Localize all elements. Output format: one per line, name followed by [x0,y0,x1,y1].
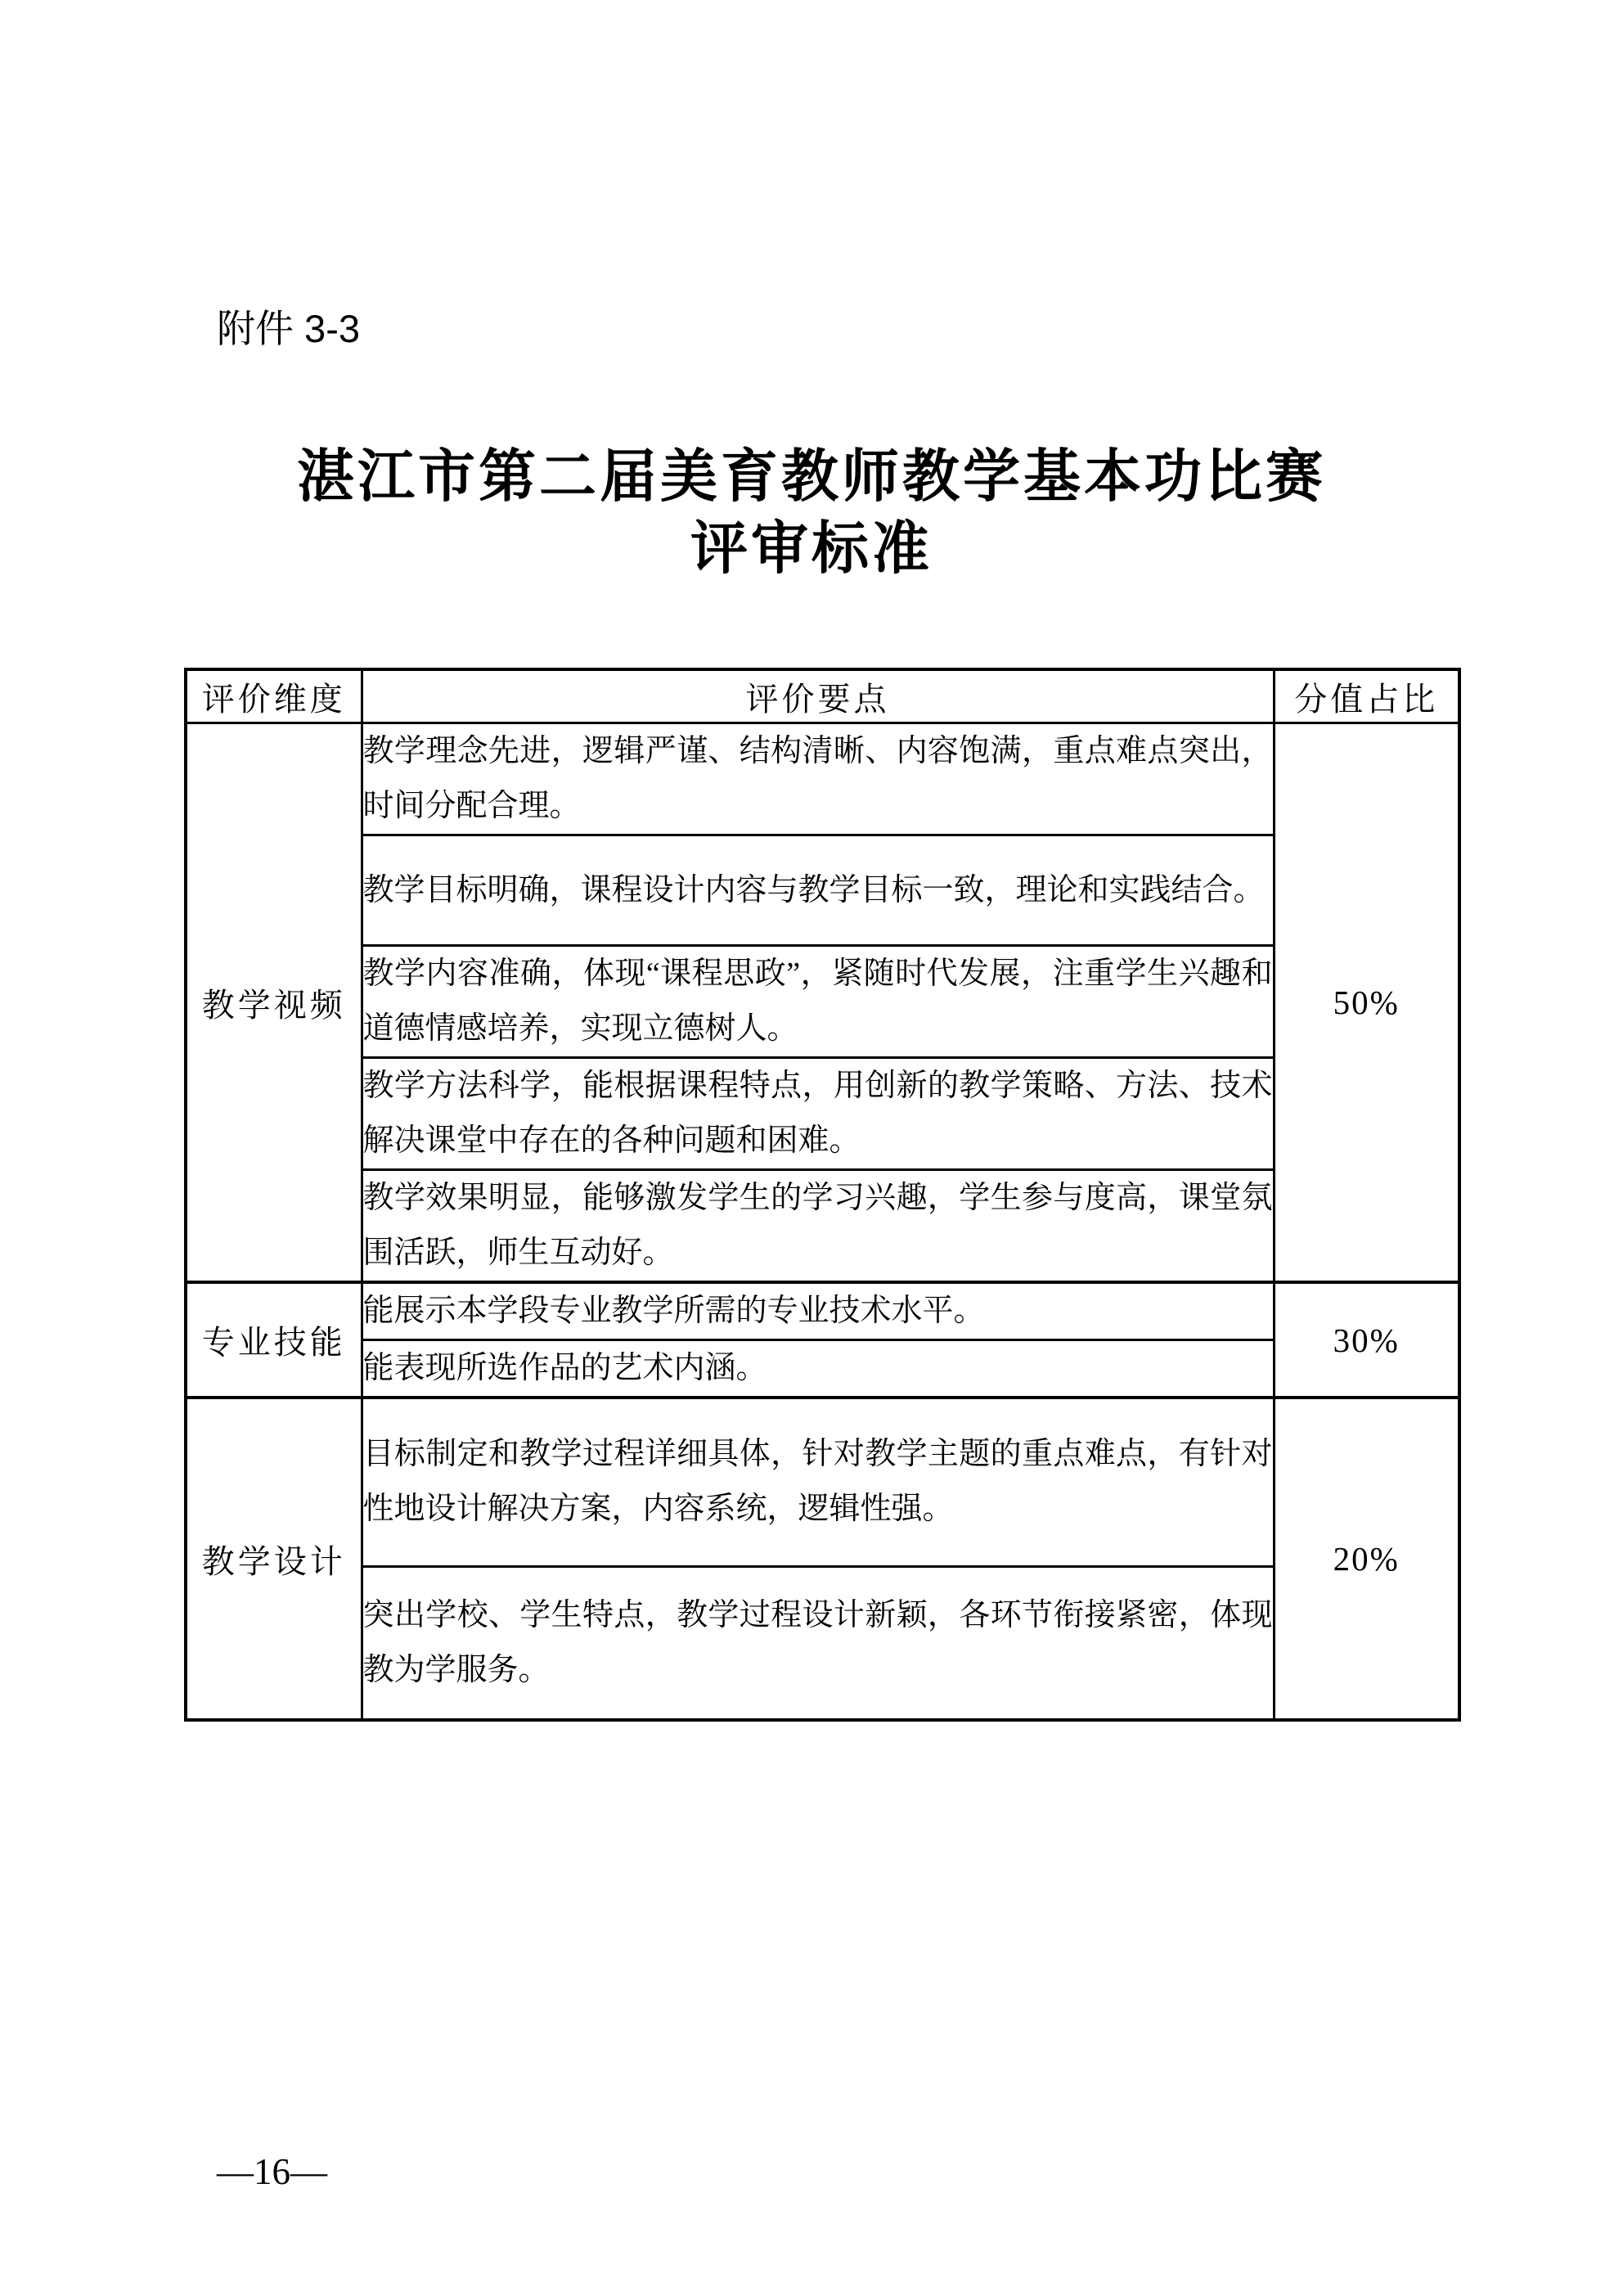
table-row [186,1282,1459,1340]
attachment-label: 附件 3-3 [217,307,360,350]
table-row [186,723,1459,835]
point-cell: 教学目标明确，课程设计内容与教学目标一致，理论和实践结合。 [362,835,1274,946]
column-header-points: 评价要点 [362,669,1274,723]
review-criteria-table [184,668,1461,1722]
table-row [186,1058,1459,1170]
table-row [186,1566,1459,1720]
dimension-cell-professional-skill: 专业技能 [186,1282,362,1398]
score-cell-teaching-design: 20% [1274,1398,1459,1720]
table-row [186,1398,1459,1566]
dimension-cell-teaching-video: 教学视频 [186,723,362,1283]
point-cell: 能表现所选作品的艺术内涵。 [362,1340,1274,1398]
point-cell: 教学方法科学，能根据课程特点，用创新的教学策略、方法、技术解决课堂中存在的各种问题和困难。 [362,1058,1274,1170]
point-cell: 教学内容准确，体现“课程思政”，紧随时代发展，注重学生兴趣和道德情感培养，实现立德树人。 [362,946,1274,1058]
column-header-score: 分值占比 [1274,669,1459,723]
score-cell-professional-skill: 30% [1274,1282,1459,1398]
dimension-cell-teaching-design: 教学设计 [186,1398,362,1720]
score-cell-teaching-video: 50% [1274,723,1459,1283]
document-title-line2: 评审标准 [690,518,933,581]
page-number: —16— [217,2151,327,2192]
column-header-dimension: 评价维度 [186,669,362,723]
point-cell: 教学效果明显，能够激发学生的学习兴趣，学生参与度高，课堂氛围活跃，师生互动好。 [362,1170,1274,1283]
table-row [186,835,1459,946]
table-header-row [186,669,1459,723]
table-row [186,1170,1459,1283]
document-title-line1: 湛江市第二届美育教师教学基本功比赛 [297,446,1326,509]
table-row [186,1340,1459,1398]
point-cell: 突出学校、学生特点，教学过程设计新颖，各环节衔接紧密，体现教为学服务。 [362,1566,1274,1720]
point-cell: 目标制定和教学过程详细具体，针对教学主题的重点难点，有针对性地设计解决方案，内容系统，逻辑性强。 [362,1398,1274,1566]
document-title [0,442,1623,586]
point-cell: 能展示本学段专业教学所需的专业技术水平。 [362,1282,1274,1340]
point-cell: 教学理念先进，逻辑严谨、结构清晰、内容饱满，重点难点突出，时间分配合理。 [362,723,1274,835]
table-row [186,946,1459,1058]
